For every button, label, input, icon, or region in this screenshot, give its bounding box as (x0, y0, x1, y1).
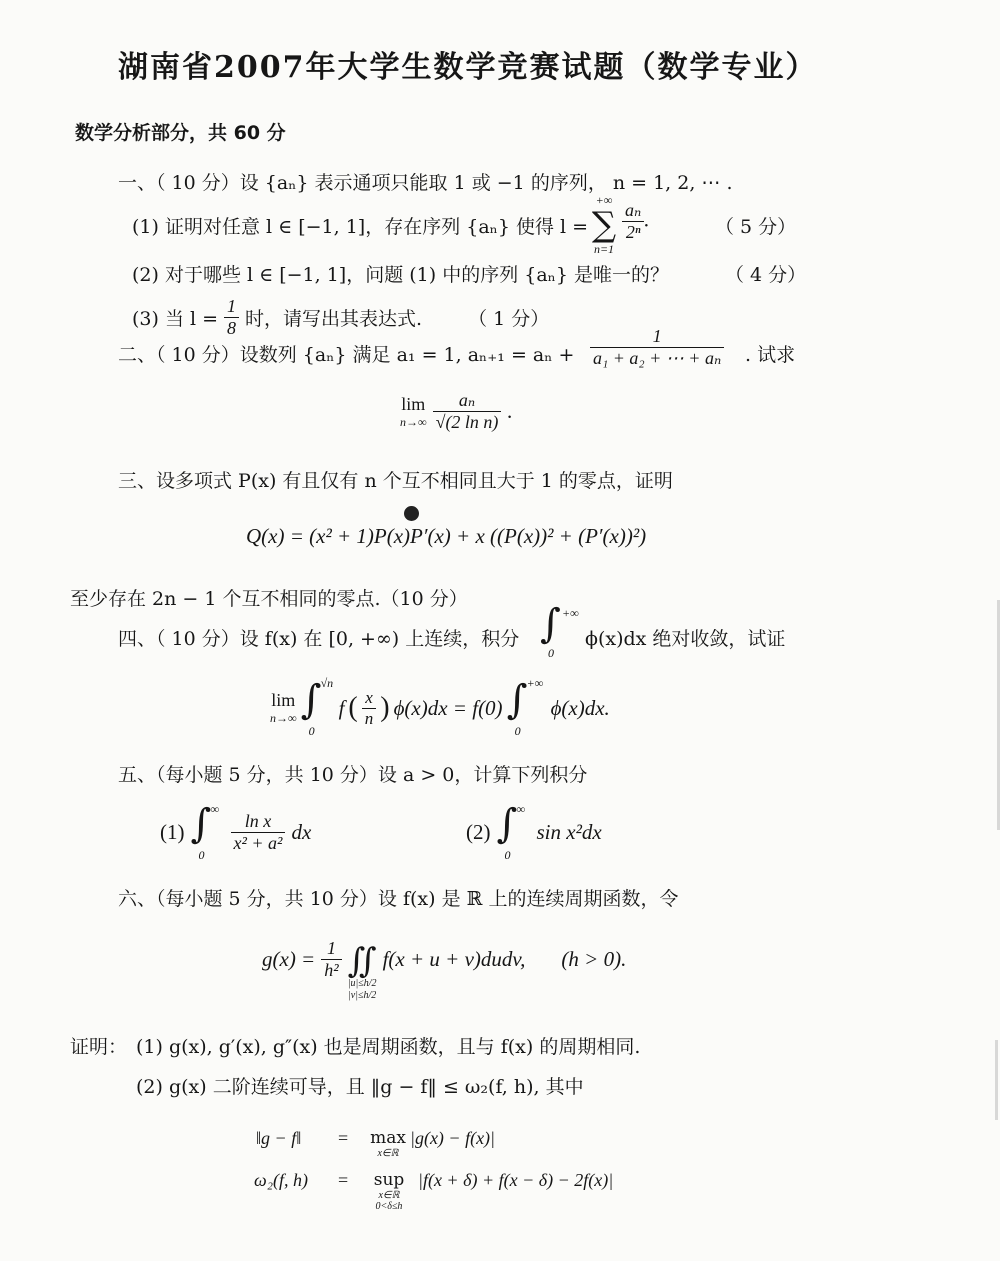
fraction-numerator: ln x (231, 811, 286, 833)
fraction-denominator: x² + a² (233, 832, 283, 853)
function-f: f (338, 695, 345, 720)
integral-lower-limit: 0 (548, 646, 554, 660)
problem-3-tail: 至少存在 2n − 1 个互不相同的零点.（10 分） (70, 588, 468, 610)
norm-eq: = (338, 1128, 349, 1148)
formula-middle: ϕ(x)dx = f(0) (393, 695, 503, 720)
sup-subscript-1: x∈ℝ (378, 1190, 400, 1201)
scan-edge-mark (995, 1040, 998, 1120)
integral-upper-limit: √n (320, 676, 334, 690)
problem-5-question-1 (160, 801, 312, 862)
omega-eq: = (338, 1170, 349, 1190)
integral-sign: ∫ (190, 801, 212, 847)
integrand: f(x + u + v)dudv, (382, 946, 526, 971)
section-header: 数学分析部分，共 60 分 (75, 122, 286, 144)
integral-sign: ∫ (540, 601, 561, 647)
fraction-denominator: n (364, 708, 374, 728)
integral-lower-limit: 0 (514, 724, 521, 738)
problem-1-part-3 (132, 296, 549, 339)
problem-3-head: 三、设多项式 P(x) 有且仅有 n 个互不相同且大于 1 的零点，证明 (118, 470, 673, 492)
problem-1-sum (586, 193, 622, 257)
sup-operator (366, 1170, 412, 1212)
max-subscript: x∈ℝ (377, 1148, 399, 1159)
integral-sign: ∫ (506, 677, 528, 723)
ink-blot (404, 506, 419, 521)
problem-1-fraction: $\frac{\text{aₙ}}{\text{2ⁿ}}$ . (622, 200, 650, 243)
g-lhs: g(x) = (262, 946, 316, 971)
integral-upper-limit: ∞ (210, 802, 220, 816)
problem-2-tail: . 试求 (745, 344, 796, 366)
problem-1-part-2: (2) 对于哪些 l ∈ [−1, 1]，问题 (1) 中的序列 {aₙ} 是唯一的？ (132, 264, 670, 286)
problem-1-part-2-points: （ 4 分） (725, 264, 807, 286)
fraction-denominator: √(2 ln n) (435, 412, 499, 432)
integral-upper-limit: +∞ (562, 606, 579, 620)
problem-2-limit (400, 390, 513, 433)
problem-1-part-3-points: （ 1 分） (468, 308, 550, 330)
omega-rhs: |f(x + δ) + f(x − δ) − 2f(x)| (418, 1170, 614, 1190)
integral-upper-limit: ∞ (516, 802, 526, 816)
claim-2: (2) g(x) 二阶连续可导，且 ‖g − f‖ ≤ ω₂(f, h), 其中 (136, 1076, 584, 1098)
problem-4-head-pre: 四、（ 10 分）设 f(x) 在 [0, +∞) 上连续，积分 (118, 628, 520, 650)
problem-4-integral (540, 601, 579, 660)
problem-6-head: 六、（每小题 5 分，共 10 分）设 f(x) 是 ℝ 上的连续周期函数，令 (118, 888, 679, 910)
claim-1: (1) g(x), g′(x), g″(x) 也是周期函数，且与 f(x) 的周期相同. (136, 1036, 641, 1058)
sum-lower-limit: n=1 (593, 242, 615, 256)
max-operator (368, 1128, 408, 1159)
lim-operator: lim (271, 690, 296, 710)
problem-1-part-1-text: (1) 证明对任意 l ∈ [−1, 1]，存在序列 {aₙ} 使得 l = (132, 216, 589, 238)
limit-period: . (507, 399, 513, 423)
lim-subscript: n→∞ (270, 711, 297, 725)
sum-sign: ∑ (591, 205, 617, 245)
question-label: (2) (466, 819, 491, 844)
integral-sign: ∫ (300, 677, 322, 723)
problem-2-head: 二、（ 10 分）设数列 {aₙ} 满足 a₁ = 1, aₙ₊₁ = aₙ + (118, 344, 575, 366)
integral-lower-limit: 0 (198, 848, 205, 862)
double-integral-sign: ∬ (347, 941, 377, 981)
condition-h: (h > 0). (561, 946, 627, 971)
problem-1-part-1 (132, 212, 588, 239)
omega-lhs: ω₂(f, h) (254, 1170, 308, 1190)
fraction-numerator: aₙ (622, 200, 644, 222)
fraction-denominator: 8 (227, 318, 237, 338)
integral-sign: ∫ (496, 801, 518, 847)
sup-label: sup (373, 1170, 405, 1190)
page-title: 湖南省2007年大学生数学竞赛试题（数学专业） (118, 50, 818, 85)
problem-2-fraction (590, 326, 724, 369)
problem-1-head: 一、（ 10 分）设 {aₙ} 表示通项只能取 1 或 −1 的序列， n = 1, 2, ⋯ . (118, 172, 733, 194)
fraction-numerator: 1 (590, 326, 724, 348)
fraction-numerator: 1 (321, 938, 341, 960)
norm-lhs: ‖g − f‖ (256, 1128, 302, 1148)
integrand: sin x²dx (536, 819, 602, 844)
problem-4-formula: lim n→∞ ∫ √n 0 f ( $\frac{x}{n}$ ) ϕ(x)dx = f(0) ∫ +∞ 0 ϕ(x)dx. (270, 676, 610, 738)
problem-3-formula: Q(x) = (x² + 1)P(x)P′(x) + x ((P(x))² + (P′(x))²) (246, 524, 647, 548)
integral-upper-limit: +∞ (526, 676, 544, 690)
problem-6-definition (262, 930, 627, 1001)
fraction-numerator: x (362, 688, 377, 709)
sup-subscript-2: 0<δ≤h (375, 1201, 403, 1212)
problem-1-part-1-points: （ 5 分） (715, 216, 797, 238)
max-label: max (370, 1128, 406, 1148)
lim-subscript: n→∞ (400, 414, 427, 429)
lim-operator: lim (401, 393, 426, 414)
integral-condition-v: |v|≤h/2 (348, 990, 377, 1001)
fraction-numerator: 1 (224, 296, 239, 318)
differential: dx (291, 819, 312, 844)
proof-label: 证明： (70, 1036, 128, 1058)
problem-5-question-2 (466, 801, 602, 862)
fraction-denominator: a₁ + a₂ + ⋯ + aₙ (593, 348, 722, 368)
formula-end: ϕ(x)dx. (550, 695, 610, 720)
fraction-denominator: h² (324, 959, 339, 980)
norm-rhs: |g(x) − f(x)| (410, 1128, 495, 1148)
integral-lower-limit: 0 (308, 724, 315, 738)
problem-4-head-post: ϕ(x)dx 绝对收敛，试证 (585, 628, 786, 650)
integral-lower-limit: 0 (504, 848, 511, 862)
problem-5-head: 五、（每小题 5 分，共 10 分）设 a > 0，计算下列积分 (118, 764, 588, 786)
sum-upper-limit: +∞ (595, 193, 613, 207)
question-label: (1) (160, 819, 185, 844)
integral-condition-u: |u|≤h/2 (347, 978, 377, 989)
fraction-numerator: aₙ (433, 390, 502, 412)
problem-1-part-3-post: 时，请写出其表达式. (245, 308, 423, 330)
fraction-denominator: 2ⁿ (625, 222, 641, 242)
problem-1-part-3-pre: (3) 当 l = (132, 308, 219, 330)
